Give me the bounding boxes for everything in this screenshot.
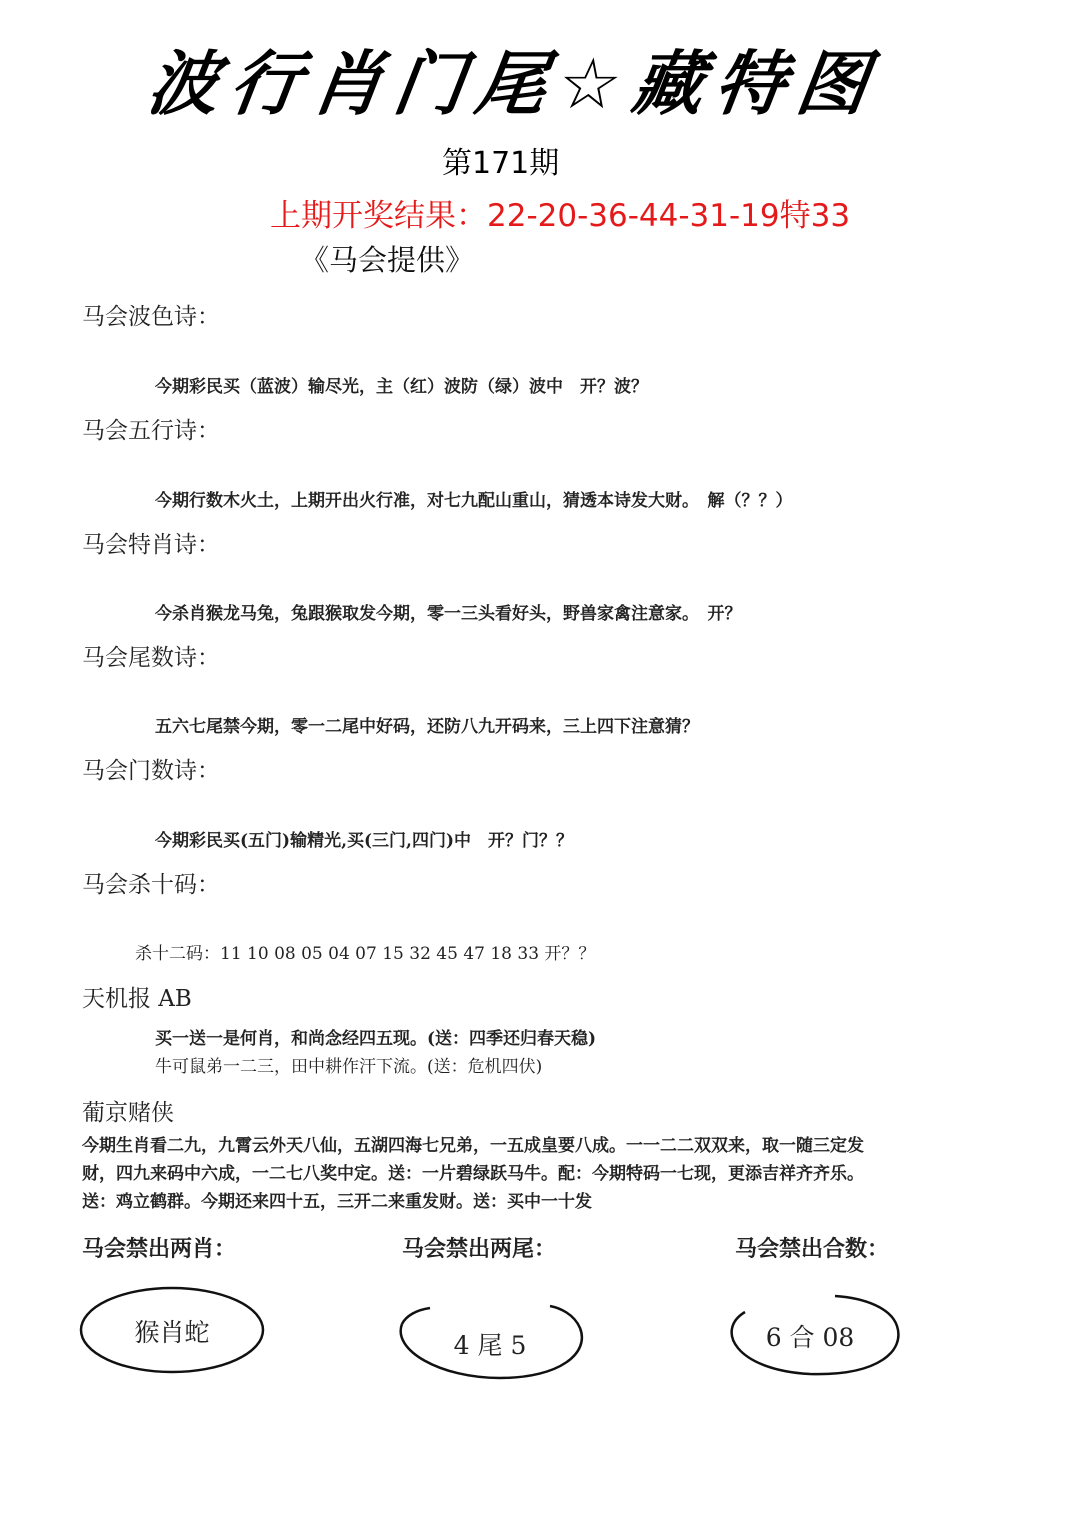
pujing-line-1: 今期生肖看二九，九霄云外天八仙，五湖四海七兄弟，一五成皇要八成。一一二二双双来，取一随三定发 xyxy=(82,1136,864,1156)
section-heading-tail-poem: 马会尾数诗： xyxy=(82,645,220,671)
pujing-heading: 葡京赌侠 xyxy=(82,1100,174,1126)
section-text-zodiac-poem: 今杀肖猴龙马兔，兔跟猴取发今期，零一三头看好头，野兽家禽注意家。 开？ xyxy=(155,604,742,624)
pujing-paragraph xyxy=(82,1132,982,1216)
ban-sum-value: 6 合 08 xyxy=(765,1323,855,1352)
tianji-heading: 天机报 AB xyxy=(82,986,192,1012)
section-heading-gate-poem: 马会门数诗： xyxy=(82,758,220,784)
section-heading-kill-numbers: 马会杀十码： xyxy=(82,872,220,898)
ban-sum-heading: 马会禁出合数： xyxy=(735,1236,890,1262)
tianji-line-1: 买一送一是何肖，和尚念经四五现。(送：四季还归春天稳) xyxy=(155,1029,597,1049)
provider-label: 《马会提供》 xyxy=(300,243,475,277)
section-text-gate-poem: 今期彩民买(五门)输精光,买(三门,四门)中 开？门？？ xyxy=(155,831,574,851)
ban-zodiac-value: 猴肖蛇 xyxy=(134,1318,210,1347)
ban-zodiac-ellipse xyxy=(78,1285,266,1375)
tianji-line-2: 牛可鼠弟一二三，田中耕作汗下流。(送：危机四伏) xyxy=(155,1057,543,1077)
section-heading-color-poem: 马会波色诗： xyxy=(82,304,220,330)
section-text-element-poem: 今期行数木火土，上期开出火行准，对七九配山重山，猜透本诗发大财。 解（？？） xyxy=(155,491,793,511)
last-draw-result: 上期开奖结果：22-20-36-44-31-19特33 xyxy=(270,198,851,234)
section-heading-element-poem: 马会五行诗： xyxy=(82,418,220,444)
ban-sum-ellipse xyxy=(715,1290,905,1380)
ban-tail-heading: 马会禁出两尾： xyxy=(402,1236,557,1262)
ban-tail-ellipse xyxy=(390,1298,590,1382)
section-text-tail-poem: 五六七尾禁今期，零一二尾中好码，还防八九开码来，三上四下注意猜？ xyxy=(155,717,699,737)
section-text-color-poem: 今期彩民买（蓝波）输尽光，主（红）波防（绿）波中 开？波？ xyxy=(155,377,648,397)
pujing-line-2: 财，四九来码中六成，一二七八奖中定。送：一片碧绿跃马牛。配：今期特码一七现，更添吉祥齐齐乐。 xyxy=(82,1164,864,1184)
pujing-line-3: 送：鸡立鹤群。今期还来四十五，三开二来重发财。送：买中一十发 xyxy=(82,1192,592,1212)
ban-zodiac-heading: 马会禁出两肖： xyxy=(82,1236,237,1262)
issue-number: 第171期 xyxy=(442,146,560,181)
page-title: 波行肖门尾☆藏特图 xyxy=(142,43,885,125)
section-heading-zodiac-poem: 马会特肖诗： xyxy=(82,532,220,558)
ban-tail-value: 4 尾 5 xyxy=(453,1331,527,1360)
section-text-kill-numbers: 杀十二码：11 10 08 05 04 07 15 32 45 47 18 33 开？？ xyxy=(135,944,596,964)
